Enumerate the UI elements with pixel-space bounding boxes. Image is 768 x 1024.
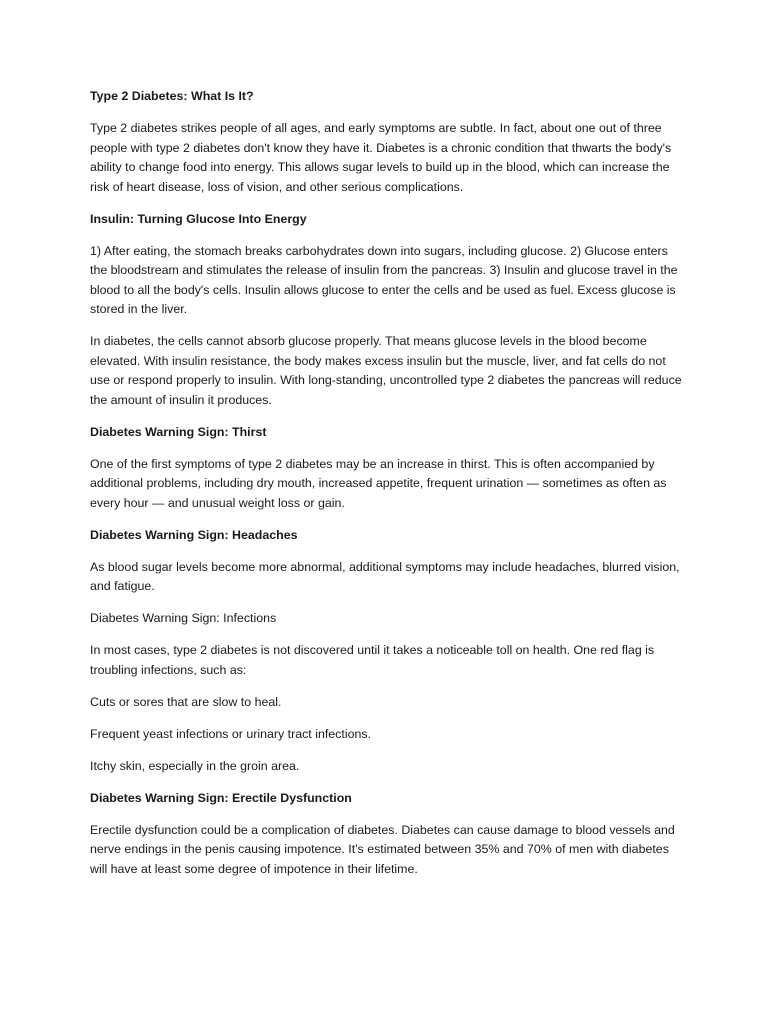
infections-item: Cuts or sores that are slow to heal. bbox=[90, 694, 282, 709]
document-title: Type 2 Diabetes: What Is It? bbox=[90, 89, 254, 103]
infections-paragraph: In most cases, type 2 diabetes is not discovered until it takes a noticeable toll on health. One red flag is troubling infections, such as: bbox=[90, 643, 655, 677]
thirst-heading: Diabetes Warning Sign: Thirst bbox=[90, 424, 267, 439]
headaches-heading: Diabetes Warning Sign: Headaches bbox=[90, 527, 298, 542]
headaches-paragraph: As blood sugar levels become more abnormal, additional symptoms may include headaches, blurred vision, and fatigue. bbox=[90, 559, 680, 593]
infections-heading: Diabetes Warning Sign: Infections bbox=[90, 611, 277, 625]
thirst-paragraph: One of the first symptoms of type 2 diabetes may be an increase in thirst. This is often accompanied by additional problems, including dry mouth, increased appetite, frequent urination — sometimes as often as every hour — and unusual weight loss or gain. bbox=[90, 456, 667, 510]
insulin-resistance-paragraph: In diabetes, the cells cannot absorb glucose properly. That means glucose levels in the blood become elevated. With insulin resistance, the body makes excess insulin but the muscle, liver, and fat cells do not use or respond properly to insulin. With long-standing, uncontrolled type 2 diabetes the pancreas will reduce the amount of insulin it produces. bbox=[90, 334, 682, 407]
infections-item: Itchy skin, especially in the groin area. bbox=[90, 758, 300, 773]
insulin-heading: Insulin: Turning Glucose Into Energy bbox=[90, 211, 307, 226]
ed-paragraph: Erectile dysfunction could be a complication of diabetes. Diabetes can cause damage to blood vessels and nerve endings in the penis causing impotence. It's estimated between 35% and 70% of men with diabetes will have at least some degree of impotence in their lifetime. bbox=[90, 822, 675, 876]
ed-heading: Diabetes Warning Sign: Erectile Dysfunction bbox=[90, 790, 352, 805]
infections-item: Frequent yeast infections or urinary tract infections. bbox=[90, 726, 371, 741]
intro-paragraph: Type 2 diabetes strikes people of all ages, and early symptoms are subtle. In fact, about one out of three people with type 2 diabetes don't know they have it. Diabetes is a chronic condition that thwarts the body's ability to change food into energy. This allows sugar levels to build up in the blood, which can increase the risk of heart disease, loss of vision, and other serious complications. bbox=[90, 121, 672, 194]
document-page bbox=[90, 87, 682, 892]
insulin-steps-paragraph: 1) After eating, the stomach breaks carbohydrates down into sugars, including glucose. 2) Glucose enters the bloodstream and stimulates the release of insulin from the pancreas. 3) Insulin and glucose travel in the blood to all the body's cells. Insulin allows glucose to enter the cells and be used as fuel. Excess glucose is stored in the liver. bbox=[90, 243, 678, 316]
